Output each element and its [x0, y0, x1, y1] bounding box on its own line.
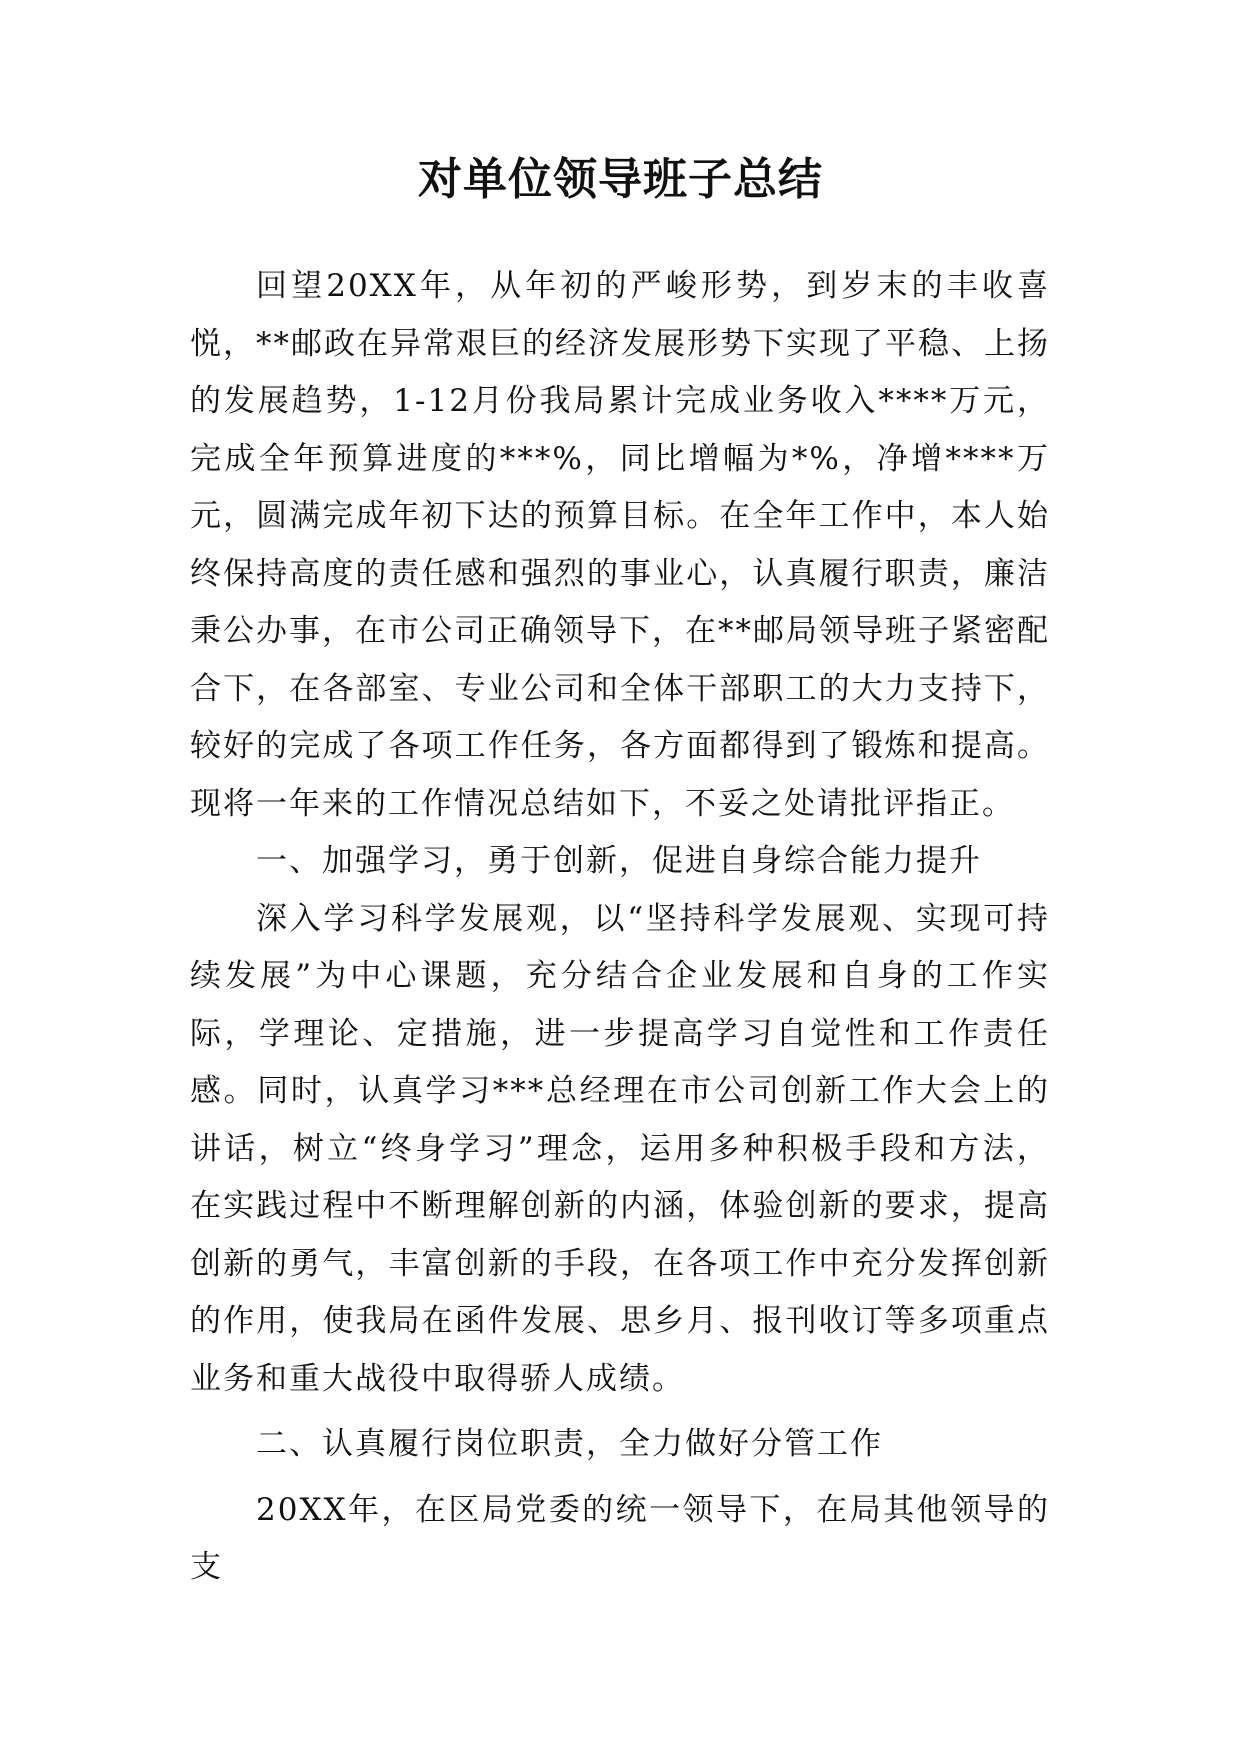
document-title: 对单位领导班子总结 — [418, 154, 823, 205]
paragraph-intro: 回望20XX年，从年初的严峻形势，到岁末的丰收喜悦，**邮政在异常艰巨的经济发展形势下实现了平稳、上扬的发展趋势，1-12月份我局累计完成业务收入****万元，完成全年预算进度的***%，同比增幅为*%，净增****万元，圆满完成年初下达的预算目标。在全年工作中，本人始终保持高度的责任感和强烈的事业心，认真履行职责，廉洁秉公办事，在市公司正确领导下，在**邮局领导班子紧密配合下，在各部室、专业公司和全体干部职工的大力支持下，较好的完成了各项工作任务，各方面都得到了锻炼和提高。现将一年来的工作情况总结如下，不妥之处请批评指正。 — [190, 268, 1050, 822]
paragraph-section-1: 深入学习科学发展观，以“坚持科学发展观、实现可持续发展”为中心课题，充分结合企业发展和自身的工作实际，学理论、定措施，进一步提高学习自觉性和工作责任感。同时，认真学习***总经理在市公司创新工作大会上的讲话，树立“终身学习”理念，运用多种积极手段和方法，在实践过程中不断理解创新的内涵，体验创新的要求，提高创新的勇气，丰富创新的手段，在各项工作中充分发挥创新的作用，使我局在函件发展、思乡月、报刊收订等多项重点业务和重大战役中取得骄人成绩。 — [190, 900, 1050, 1397]
paragraph-section-2: 20XX年，在区局党委的统一领导下，在局其他领导的支 — [190, 1491, 1050, 1585]
document-body — [190, 258, 1050, 1597]
section-heading-1: 一、加强学习，勇于创新，促进自身综合能力提升 — [256, 843, 982, 879]
section-heading-2: 二、认真履行岗位职责，全力做好分管工作 — [256, 1426, 883, 1462]
